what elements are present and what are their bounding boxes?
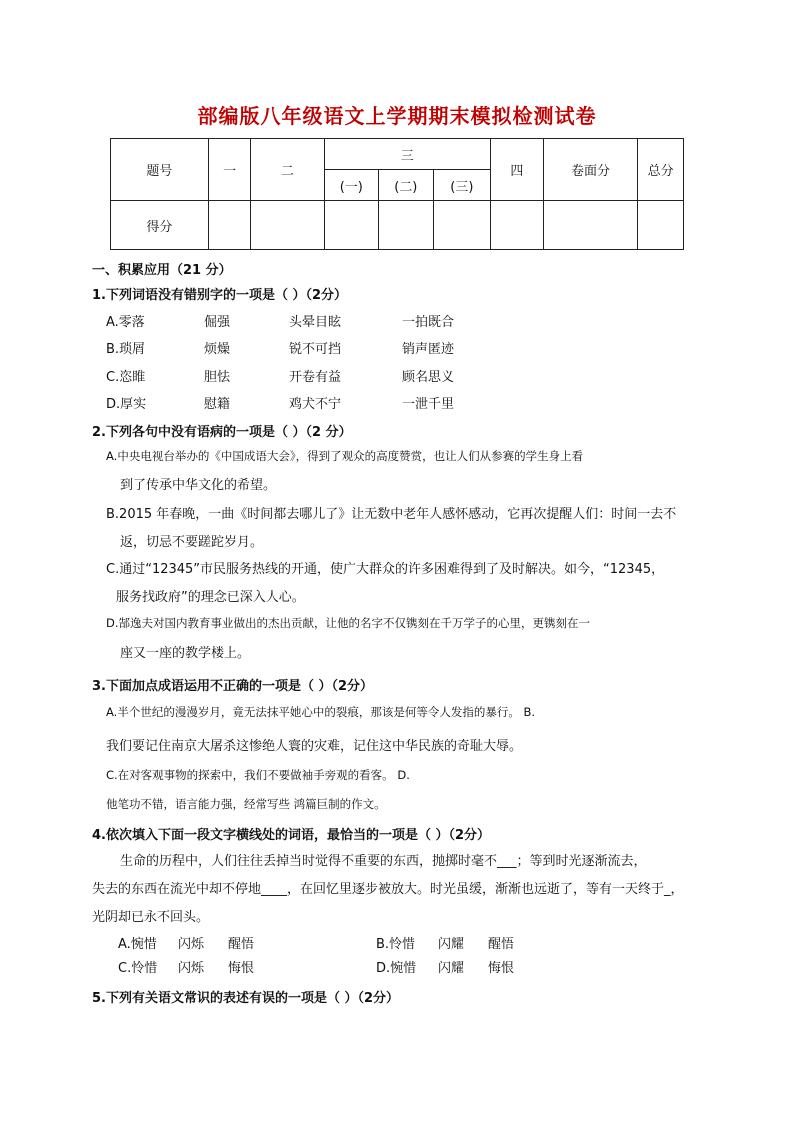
score-cell[interactable] [324, 201, 379, 250]
question-5-stem: 5.下列有关语文常识的表述有误的一项是（ ）（2分） [92, 991, 400, 1006]
question-3-stem: 3.下面加点成语运用不正确的一项是（ ）（2分） [92, 679, 374, 694]
score-cell[interactable] [491, 201, 543, 250]
q1-option-c-1[interactable]: C.恣睢 [106, 370, 146, 385]
q3-line-3[interactable]: C.在对客观事物的探索中，我们不要做袖手旁观的看客。 D. [106, 768, 410, 782]
q4-paragraph-line-1: 生命的历程中，人们往往丢掉当时觉得不重要的东西，抛掷时毫不___；等到时光逐渐流去， [120, 854, 647, 869]
q4-option-a-3: 醒悟 [228, 937, 255, 952]
q1-option-a-1[interactable]: A.零落 [106, 315, 145, 330]
score-cell[interactable] [433, 201, 491, 250]
q4-paragraph-line-2: 失去的东西在流光中却不停地____，在回忆里逐步被放大。时光虽缓，渐渐也远逝了，等有一天终于_， [92, 882, 684, 897]
q1-option-b-4: 销声匿迹 [402, 342, 455, 357]
score-table-col-5: 卷面分 [543, 139, 638, 201]
q4-paragraph-line-3: 光阴却已永不回头。 [92, 910, 210, 925]
score-table-col-1: 一 [208, 139, 251, 201]
q2-option-a-line-1[interactable]: A.中央电视台举办的《中国成语大会》，得到了观众的高度赞赏，也让人们从参赛的学生身上看 [106, 449, 584, 463]
q1-option-b-1[interactable]: B.琐屑 [106, 342, 146, 357]
question-2-stem: 2.下列各句中没有语病的一项是（ ）（2 分） [92, 425, 352, 440]
q1-option-b-3: 锐不可挡 [289, 342, 342, 357]
q1-option-d-1[interactable]: D.厚实 [106, 397, 147, 412]
score-cell[interactable] [208, 201, 251, 250]
q3-line-2: 我们要记住南京大屠杀这惨绝人寰的灾难，记住这中华民族的奇耻大辱。 [106, 739, 523, 754]
q4-option-a-1[interactable]: A.惋惜 [118, 937, 157, 952]
q2-option-b-line-2: 返，切忌不要蹉跎岁月。 [120, 535, 264, 550]
q4-option-c-1[interactable]: C.怜惜 [118, 961, 158, 976]
score-table-sub-1: (一) [324, 170, 379, 201]
q1-option-d-2: 慰籍 [204, 397, 231, 412]
q2-option-c-line-2: 服务找政府”的理念已深入人心。 [116, 590, 305, 605]
score-table-sub-3: (三) [433, 170, 491, 201]
score-cell[interactable] [638, 201, 684, 250]
q4-option-b-3: 醒悟 [488, 937, 515, 952]
q1-option-d-4: 一泄千里 [402, 397, 455, 412]
q4-option-b-1[interactable]: B.怜惜 [376, 937, 416, 952]
page-title: 部编版八年级语文上学期期末模拟检测试卷 [197, 104, 597, 128]
q4-option-a-2: 闪烁 [178, 937, 205, 952]
score-table [110, 138, 684, 250]
score-cell[interactable] [543, 201, 638, 250]
q1-option-d-3: 鸡犬不宁 [289, 397, 342, 412]
q4-option-d-1[interactable]: D.惋惜 [376, 961, 417, 976]
q1-option-c-4: 顾名思义 [402, 370, 455, 385]
q1-option-c-3: 开卷有益 [289, 370, 342, 385]
q3-line-1[interactable]: A.半个世纪的漫漫岁月，竟无法抹平她心中的裂痕，那该是何等令人发指的暴行。 B. [106, 705, 536, 719]
q2-option-a-line-2: 到了传承中华文化的希望。 [120, 478, 277, 493]
q1-option-c-2: 胆怯 [204, 370, 231, 385]
question-4-stem: 4.依次填入下面一段文字横线处的词语，最恰当的一项是（ ）（2分） [92, 828, 491, 843]
section-heading: 一、积累应用（21 分） [92, 263, 232, 278]
q4-option-d-2: 闪耀 [438, 961, 465, 976]
q2-option-d-line-1[interactable]: D.郜逸夫对国内教育事业做出的杰出贡献，让他的名字不仅镌刻在千万学子的心里，更镌刻在一 [106, 616, 591, 630]
q2-option-d-line-2: 座又一座的教学楼上。 [120, 646, 251, 661]
q2-option-c-line-1[interactable]: C.通过“12345”市民服务热线的开通，使广大群众的许多困难得到了及时解决。如今，“12345， [106, 562, 665, 577]
score-table-col-6: 总分 [638, 139, 684, 201]
score-table-col-3: 三 [324, 139, 491, 170]
q1-option-a-2: 倔强 [204, 315, 231, 330]
score-table-col-2: 二 [251, 139, 324, 201]
score-cell[interactable] [251, 201, 324, 250]
question-1-stem: 1.下列词语没有错别字的一项是（ ）（2分） [92, 288, 348, 303]
q2-option-b-line-1[interactable]: B.2015 年春晚，一曲《时间都去哪儿了》让无数中老年人感怀感动，它再次提醒人们：时间一去不 [106, 507, 677, 522]
score-table-header-label: 题号 [111, 139, 209, 201]
q1-option-a-4: 一拍既合 [402, 315, 455, 330]
q4-option-c-2: 闪烁 [178, 961, 205, 976]
score-table-col-4: 四 [491, 139, 543, 201]
q1-option-a-3: 头晕目眩 [289, 315, 342, 330]
q4-option-b-2: 闪耀 [438, 937, 465, 952]
score-cell[interactable] [379, 201, 434, 250]
score-table-score-label: 得分 [111, 201, 209, 250]
q4-option-c-3: 悔恨 [228, 961, 255, 976]
q1-option-b-2: 烦燥 [204, 342, 231, 357]
q3-line-4: 他笔功不错，语言能力强，经常写些 鸿篇巨制的作文。 [106, 797, 386, 811]
q4-option-d-3: 悔恨 [488, 961, 515, 976]
score-table-sub-2: (二) [379, 170, 434, 201]
